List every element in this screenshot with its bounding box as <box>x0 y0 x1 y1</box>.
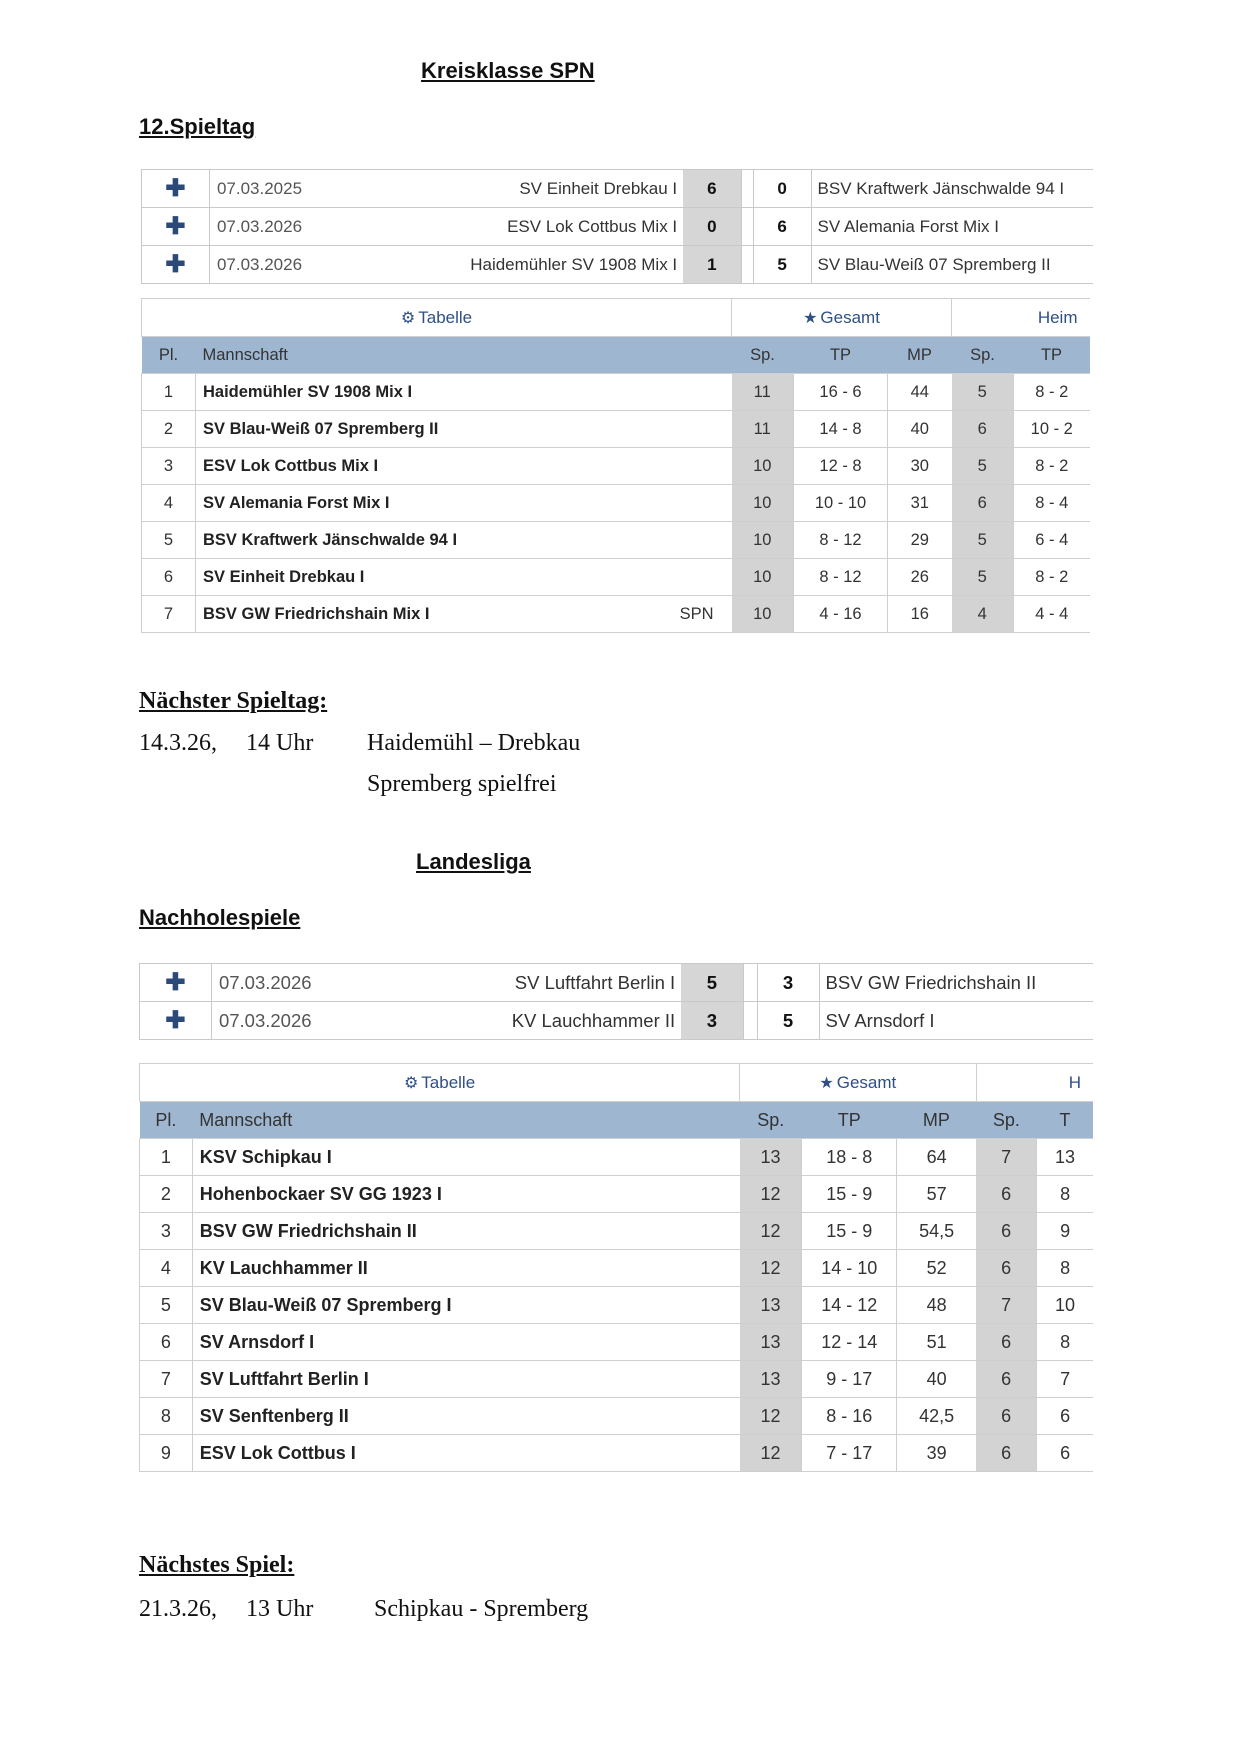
tab-tabelle-label: Tabelle <box>418 307 473 327</box>
home-table-points: 8 - 2 <box>1014 374 1090 411</box>
team-name: Haidemühler SV 1908 Mix I <box>196 374 626 411</box>
home-table-points: 13 <box>1037 1139 1093 1176</box>
match-points: 30 <box>888 448 952 485</box>
match-row[interactable] <box>140 964 1094 1002</box>
match-date: 07.03.2026 <box>211 964 321 1002</box>
tab-gesamt-label: Gesamt <box>836 1072 897 1092</box>
home-table-points: 9 <box>1037 1213 1093 1250</box>
table-row[interactable] <box>142 485 1090 522</box>
team-tag <box>626 411 732 448</box>
games-played: 12 <box>740 1176 802 1213</box>
star-icon: ★ <box>819 1074 834 1092</box>
standings-kreisklasse <box>141 298 1093 668</box>
team-name: SV Alemania Forst Mix I <box>196 485 626 522</box>
next-round-heading: Nächster Spieltag: <box>139 688 328 714</box>
home-games-played: 6 <box>976 1250 1037 1287</box>
table-column-header <box>142 337 1090 374</box>
match-points: 42,5 <box>897 1398 976 1435</box>
away-team: SV Alemania Forst Mix I <box>811 208 1093 246</box>
match-points: 31 <box>888 485 952 522</box>
rank: 3 <box>140 1213 193 1250</box>
table-row[interactable] <box>142 448 1090 485</box>
team-name: SV Arnsdorf I <box>192 1324 739 1361</box>
table-points: 15 - 9 <box>802 1176 897 1213</box>
home-games-played: 6 <box>976 1176 1037 1213</box>
home-table-points: 8 <box>1037 1250 1093 1287</box>
tab-heim[interactable] <box>976 1064 1093 1102</box>
rank: 7 <box>140 1361 193 1398</box>
table-points: 14 - 10 <box>802 1250 897 1287</box>
team-name: SV Blau-Weiß 07 Spremberg II <box>196 411 626 448</box>
tab-heim-label: H <box>1068 1072 1081 1092</box>
table-points: 12 - 8 <box>794 448 888 485</box>
team-name: SV Blau-Weiß 07 Spremberg I <box>192 1287 739 1324</box>
table-row[interactable] <box>142 374 1090 411</box>
gear-icon: ⚙ <box>400 309 416 327</box>
score-divider <box>741 246 753 284</box>
match-date: 07.03.2026 <box>209 246 319 284</box>
team-tag <box>626 559 732 596</box>
column-header[interactable]: Sp. <box>740 1102 802 1139</box>
home-table-points: 6 - 4 <box>1014 522 1090 559</box>
away-team: SV Blau-Weiß 07 Spremberg II <box>811 246 1093 284</box>
games-played: 12 <box>740 1435 802 1472</box>
home-table-points: 6 <box>1037 1398 1093 1435</box>
home-games-played: 6 <box>976 1361 1037 1398</box>
home-table-points: 8 - 2 <box>1014 448 1090 485</box>
column-header[interactable]: TP <box>1014 337 1090 374</box>
rank: 2 <box>140 1176 193 1213</box>
next-round-note: Spremberg spielfrei <box>367 771 557 797</box>
tab-tabelle[interactable] <box>142 299 732 337</box>
column-header[interactable]: Pl. <box>142 337 196 374</box>
next-match-date: 21.3.26, <box>139 1596 217 1622</box>
table-row[interactable] <box>142 596 1090 633</box>
rank: 8 <box>140 1398 193 1435</box>
team-name: BSV GW Friedrichshain II <box>192 1213 739 1250</box>
team-name: BSV GW Friedrichshain Mix I <box>196 596 626 633</box>
home-games-played: 6 <box>976 1435 1037 1472</box>
rank: 3 <box>142 448 196 485</box>
match-points: 39 <box>897 1435 976 1472</box>
team-name: SV Senftenberg II <box>192 1398 739 1435</box>
score-divider <box>743 964 757 1002</box>
expand-plus-icon[interactable]: ✚ <box>142 246 210 284</box>
home-team: ESV Lok Cottbus Mix I <box>319 208 683 246</box>
home-score: 6 <box>683 170 741 208</box>
table-points: 7 - 17 <box>802 1435 897 1472</box>
star-icon: ★ <box>803 309 818 327</box>
match-row[interactable] <box>142 170 1094 208</box>
table-row[interactable] <box>140 1139 1094 1176</box>
home-games-played: 6 <box>976 1213 1037 1250</box>
home-team: KV Lauchhammer II <box>321 1002 681 1040</box>
team-name: SV Luftfahrt Berlin I <box>192 1361 739 1398</box>
expand-plus-icon[interactable]: ✚ <box>142 208 210 246</box>
match-points: 44 <box>888 374 952 411</box>
away-team: BSV Kraftwerk Jänschwalde 94 I <box>811 170 1093 208</box>
home-team: SV Luftfahrt Berlin I <box>321 964 681 1002</box>
next-round-date: 14.3.26, <box>139 730 217 756</box>
score-divider <box>743 1002 757 1040</box>
home-games-played: 5 <box>952 522 1014 559</box>
table-row[interactable] <box>140 1287 1094 1324</box>
table-row[interactable] <box>140 1324 1094 1361</box>
tab-gesamt[interactable] <box>740 1064 976 1102</box>
rank: 1 <box>140 1139 193 1176</box>
next-match-heading: Nächstes Spiel: <box>139 1552 295 1578</box>
rank: 4 <box>140 1250 193 1287</box>
match-row[interactable] <box>140 1002 1094 1040</box>
match-row[interactable] <box>142 246 1094 284</box>
match-date: 07.03.2025 <box>209 170 319 208</box>
section-title-kreisklasse: Kreisklasse SPN <box>421 58 595 83</box>
column-header[interactable]: MP <box>888 337 952 374</box>
home-score: 5 <box>681 964 743 1002</box>
games-played: 10 <box>732 596 794 633</box>
rank: 6 <box>142 559 196 596</box>
rank: 1 <box>142 374 196 411</box>
team-name: KV Lauchhammer II <box>192 1250 739 1287</box>
home-table-points: 4 - 4 <box>1014 596 1090 633</box>
home-score: 3 <box>681 1002 743 1040</box>
table-points: 15 - 9 <box>802 1213 897 1250</box>
games-played: 11 <box>732 411 794 448</box>
away-score: 5 <box>757 1002 819 1040</box>
match-row[interactable] <box>142 208 1094 246</box>
rank: 4 <box>142 485 196 522</box>
column-header[interactable]: Mannschaft <box>192 1102 739 1139</box>
home-games-played: 4 <box>952 596 1014 633</box>
tab-gesamt-label: Gesamt <box>820 307 880 327</box>
rank: 6 <box>140 1324 193 1361</box>
round-title-nachholespiele: Nachholespiele <box>139 905 301 930</box>
standings-landesliga <box>139 1063 1093 1527</box>
away-score: 5 <box>753 246 811 284</box>
column-header[interactable]: TP <box>794 337 888 374</box>
home-games-played: 7 <box>976 1287 1037 1324</box>
next-round-time: 14 Uhr <box>246 730 314 756</box>
table-points: 4 - 16 <box>794 596 888 633</box>
away-score: 0 <box>753 170 811 208</box>
tab-tabelle-label: Tabelle <box>421 1072 476 1092</box>
home-games-played: 5 <box>952 448 1014 485</box>
expand-plus-icon[interactable]: ✚ <box>140 1002 212 1040</box>
table-row[interactable] <box>142 559 1090 596</box>
team-name: Hohenbockaer SV GG 1923 I <box>192 1176 739 1213</box>
home-games-played: 6 <box>952 411 1014 448</box>
team-name: SV Einheit Drebkau I <box>196 559 626 596</box>
table-points: 8 - 12 <box>794 522 888 559</box>
column-header[interactable]: Sp. <box>976 1102 1037 1139</box>
games-played: 13 <box>740 1361 802 1398</box>
games-played: 10 <box>732 485 794 522</box>
score-divider <box>741 208 753 246</box>
home-score: 0 <box>683 208 741 246</box>
away-team: SV Arnsdorf I <box>819 1002 1093 1040</box>
round-title: 12.Spieltag <box>139 114 256 139</box>
next-match-time: 13 Uhr <box>246 1596 314 1622</box>
match-points: 54,5 <box>897 1213 976 1250</box>
table-points: 8 - 16 <box>802 1398 897 1435</box>
games-played: 13 <box>740 1324 802 1361</box>
column-header[interactable]: Mannschaft <box>196 337 732 374</box>
home-games-played: 7 <box>976 1139 1037 1176</box>
home-table-points: 8 - 4 <box>1014 485 1090 522</box>
home-table-points: 10 - 2 <box>1014 411 1090 448</box>
home-team: SV Einheit Drebkau I <box>319 170 683 208</box>
table-row[interactable] <box>140 1398 1094 1435</box>
team-name: ESV Lok Cottbus Mix I <box>196 448 626 485</box>
table-points: 12 - 14 <box>802 1324 897 1361</box>
table-group-header <box>142 299 1090 337</box>
next-round-match: Haidemühl – Drebkau <box>367 730 581 756</box>
home-table-points: 6 <box>1037 1435 1093 1472</box>
table-points: 8 - 12 <box>794 559 888 596</box>
team-tag: SPN <box>626 596 732 633</box>
match-points: 57 <box>897 1176 976 1213</box>
team-name: BSV Kraftwerk Jänschwalde 94 I <box>196 522 626 559</box>
match-points: 52 <box>897 1250 976 1287</box>
section-title-landesliga: Landesliga <box>416 849 531 874</box>
home-table-points: 8 - 2 <box>1014 559 1090 596</box>
games-played: 12 <box>740 1398 802 1435</box>
expand-plus-icon[interactable]: ✚ <box>142 170 210 208</box>
home-score: 1 <box>683 246 741 284</box>
tab-gesamt[interactable] <box>732 299 952 337</box>
rank: 2 <box>142 411 196 448</box>
games-played: 10 <box>732 559 794 596</box>
table-row[interactable] <box>140 1361 1094 1398</box>
column-header[interactable]: MP <box>897 1102 976 1139</box>
away-score: 6 <box>753 208 811 246</box>
table-column-header <box>140 1102 1094 1139</box>
expand-plus-icon[interactable]: ✚ <box>140 964 212 1002</box>
team-name: KSV Schipkau I <box>192 1139 739 1176</box>
home-games-played: 6 <box>976 1324 1037 1361</box>
home-table-points: 7 <box>1037 1361 1093 1398</box>
match-points: 51 <box>897 1324 976 1361</box>
table-group-header <box>140 1064 1094 1102</box>
next-match-teams: Schipkau - Spremberg <box>374 1596 589 1622</box>
team-tag <box>626 522 732 559</box>
home-table-points: 10 <box>1037 1287 1093 1324</box>
team-tag <box>626 374 732 411</box>
table-row[interactable] <box>142 522 1090 559</box>
match-points: 64 <box>897 1139 976 1176</box>
table-points: 9 - 17 <box>802 1361 897 1398</box>
match-points: 26 <box>888 559 952 596</box>
table-row[interactable] <box>140 1176 1094 1213</box>
games-played: 10 <box>732 522 794 559</box>
tab-heim-label: Heim <box>1037 307 1078 327</box>
away-score: 3 <box>757 964 819 1002</box>
table-row[interactable] <box>140 1435 1094 1472</box>
rank: 7 <box>142 596 196 633</box>
games-played: 13 <box>740 1287 802 1324</box>
table-row[interactable] <box>140 1250 1094 1287</box>
tab-heim[interactable] <box>952 299 1090 337</box>
rank: 9 <box>140 1435 193 1472</box>
match-points: 40 <box>888 411 952 448</box>
table-points: 14 - 12 <box>802 1287 897 1324</box>
column-header[interactable]: Sp. <box>732 337 794 374</box>
rank: 5 <box>140 1287 193 1324</box>
table-points: 18 - 8 <box>802 1139 897 1176</box>
rank: 5 <box>142 522 196 559</box>
column-header[interactable]: Sp. <box>952 337 1014 374</box>
match-points: 16 <box>888 596 952 633</box>
games-played: 10 <box>732 448 794 485</box>
table-points: 10 - 10 <box>794 485 888 522</box>
table-points: 16 - 6 <box>794 374 888 411</box>
match-date: 07.03.2026 <box>209 208 319 246</box>
games-played: 12 <box>740 1250 802 1287</box>
table-row[interactable] <box>142 411 1090 448</box>
column-header[interactable]: Pl. <box>140 1102 193 1139</box>
tab-tabelle[interactable] <box>140 1064 740 1102</box>
team-tag <box>626 448 732 485</box>
games-played: 12 <box>740 1213 802 1250</box>
match-points: 29 <box>888 522 952 559</box>
away-team: BSV GW Friedrichshain II <box>819 964 1093 1002</box>
home-games-played: 5 <box>952 559 1014 596</box>
score-divider <box>741 170 753 208</box>
table-points: 14 - 8 <box>794 411 888 448</box>
home-games-played: 6 <box>976 1398 1037 1435</box>
match-points: 48 <box>897 1287 976 1324</box>
team-name: ESV Lok Cottbus I <box>192 1435 739 1472</box>
table-row[interactable] <box>140 1213 1094 1250</box>
gear-icon: ⚙ <box>403 1074 419 1092</box>
games-played: 13 <box>740 1139 802 1176</box>
home-games-played: 6 <box>952 485 1014 522</box>
column-header[interactable]: T <box>1037 1102 1093 1139</box>
home-table-points: 8 <box>1037 1176 1093 1213</box>
home-games-played: 5 <box>952 374 1014 411</box>
match-date: 07.03.2026 <box>211 1002 321 1040</box>
home-table-points: 8 <box>1037 1324 1093 1361</box>
match-list-landesliga <box>139 963 1093 1049</box>
column-header[interactable]: TP <box>802 1102 897 1139</box>
match-list-kreisklasse <box>141 169 1093 287</box>
games-played: 11 <box>732 374 794 411</box>
match-points: 40 <box>897 1361 976 1398</box>
home-team: Haidemühler SV 1908 Mix I <box>319 246 683 284</box>
team-tag <box>626 485 732 522</box>
